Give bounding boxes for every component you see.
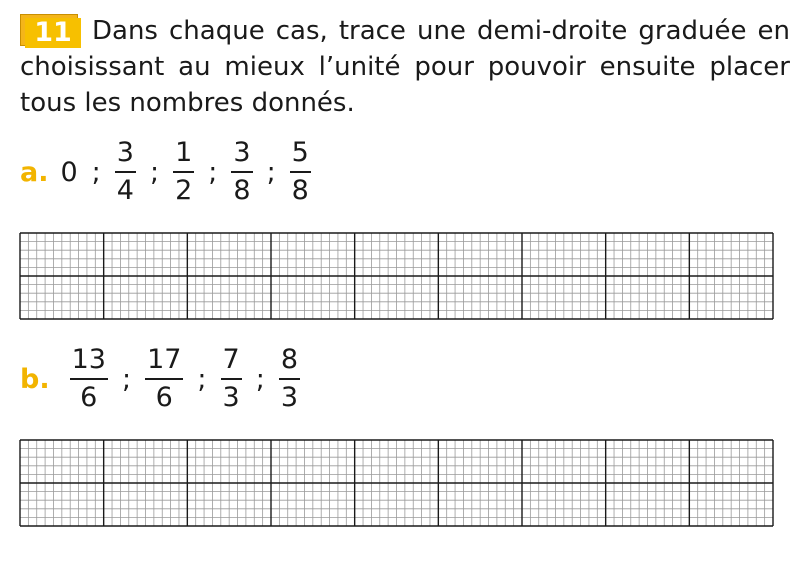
fraction xyxy=(70,345,108,413)
instruction-text: Dans chaque cas, trace une demi-droite graduée en choisissant au mieux l’unité pour pouvoir ensuite placer tous les nombres donnés. xyxy=(20,16,790,118)
fraction-bar xyxy=(70,378,108,380)
exercise-instruction xyxy=(20,13,790,121)
part-b-letter: b. xyxy=(20,363,50,395)
grid-area-a xyxy=(19,232,774,326)
fraction-bar xyxy=(173,171,194,173)
fraction-numerator: 3 xyxy=(116,137,134,168)
fraction-bar xyxy=(279,378,300,380)
exercise-number: 11 xyxy=(25,18,81,48)
fraction xyxy=(145,345,183,413)
fraction-denominator: 6 xyxy=(80,382,98,413)
part-a-row xyxy=(20,138,311,206)
fraction-bar xyxy=(115,171,136,173)
fraction-denominator: 3 xyxy=(280,382,299,413)
fraction-bar xyxy=(290,171,311,173)
fraction xyxy=(221,345,242,413)
separator: ; xyxy=(91,156,101,188)
separator: ; xyxy=(121,363,132,395)
fraction-numerator: 7 xyxy=(222,344,240,375)
graph-paper-grid xyxy=(19,232,774,322)
fraction-denominator: 8 xyxy=(291,175,309,206)
fraction-numerator: 13 xyxy=(71,344,106,375)
fraction-numerator: 17 xyxy=(147,344,182,375)
fraction-denominator: 3 xyxy=(222,382,240,413)
fraction-numerator: 3 xyxy=(233,137,251,168)
fraction xyxy=(279,345,300,413)
fraction-bar xyxy=(221,378,242,380)
separator: ; xyxy=(255,363,265,395)
fraction-numerator: 8 xyxy=(280,344,299,375)
fraction xyxy=(290,138,311,206)
fraction-denominator: 6 xyxy=(155,382,173,413)
fraction-bar xyxy=(145,378,183,380)
separator: ; xyxy=(208,156,218,188)
fraction-numerator: 5 xyxy=(291,137,309,168)
fraction-bar xyxy=(231,171,252,173)
part-b-row xyxy=(20,345,300,413)
separator: ; xyxy=(266,156,276,188)
part-a-letter: a. xyxy=(20,156,49,188)
separator: ; xyxy=(197,363,207,395)
fraction-numerator: 1 xyxy=(175,137,193,168)
fraction xyxy=(231,138,252,206)
fraction-denominator: 4 xyxy=(116,175,134,206)
fraction xyxy=(115,138,136,206)
graph-paper-grid xyxy=(19,439,774,529)
part-a-zero: 0 xyxy=(60,156,78,188)
separator: ; xyxy=(149,156,160,188)
fraction-denominator: 8 xyxy=(233,175,251,206)
grid-area-b xyxy=(19,439,774,533)
fraction xyxy=(173,138,194,206)
fraction-denominator: 2 xyxy=(175,175,193,206)
